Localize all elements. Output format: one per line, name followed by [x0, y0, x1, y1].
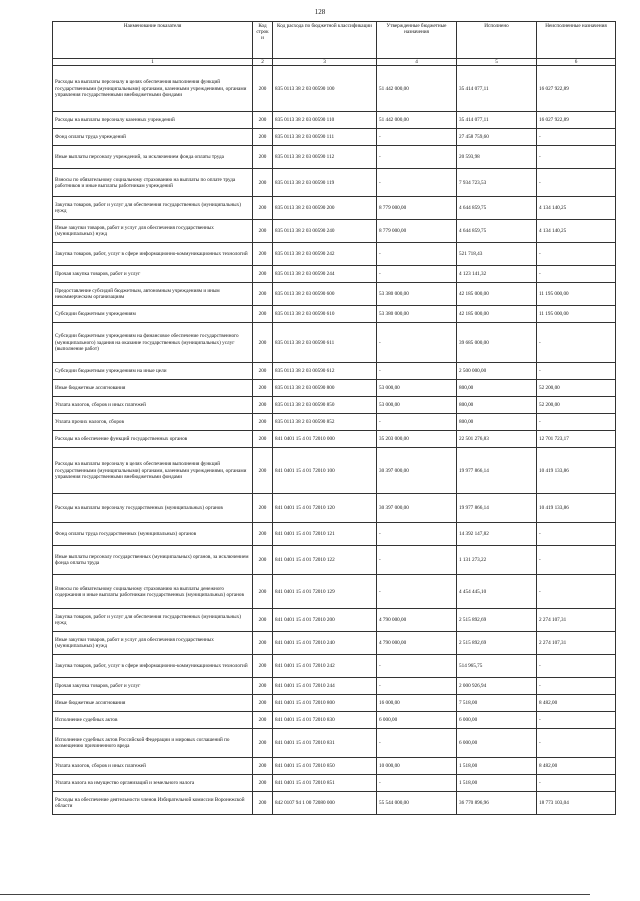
table-row [53, 431, 616, 448]
cell-approved: - [377, 414, 457, 431]
cell-name: Иные выплаты персоналу государственных (муниципальных) органов, за исключением фонда оплаты труда [53, 546, 253, 575]
cell-executed: 19 977 866,14 [457, 448, 537, 494]
cell-kbk: 835 0113 38 2 03 00590 600 [273, 283, 377, 306]
cell-name: Фонд оплаты труда учреждений [53, 129, 253, 146]
cell-executed: 35 414 077,11 [457, 66, 537, 112]
cell-unexecuted: - [537, 146, 616, 169]
cell-name: Иные закупки товаров, работ и услуг для обеспечения государственных (муниципальных) нужд [53, 220, 253, 243]
cell-approved: - [377, 243, 457, 266]
table-row [53, 678, 616, 695]
cell-executed: 42 185 000,00 [457, 306, 537, 323]
cell-name: Уплата налогов, сборов и иных платежей [53, 758, 253, 775]
cell-code: 200 [253, 575, 273, 609]
table-row [53, 729, 616, 758]
column-header: Код строки [253, 22, 273, 59]
column-number-row [53, 59, 616, 66]
cell-approved: 8 779 000,00 [377, 220, 457, 243]
cell-name: Субсидии бюджетным учреждениям [53, 306, 253, 323]
column-number: 6 [537, 59, 616, 66]
cell-approved: - [377, 575, 457, 609]
table-row [53, 283, 616, 306]
cell-code: 200 [253, 546, 273, 575]
cell-executed: 19 977 866,14 [457, 494, 537, 523]
header-row [53, 22, 616, 59]
cell-unexecuted: - [537, 523, 616, 546]
table-row [53, 546, 616, 575]
cell-name: Взносы по обязательному социальному страхованию на выплаты по оплате труда работников и иные выплаты работникам учреждений [53, 169, 253, 197]
table-row [53, 575, 616, 609]
cell-approved: 51 442 000,00 [377, 112, 457, 129]
table-row [53, 523, 616, 546]
cell-code: 200 [253, 306, 273, 323]
cell-kbk: 835 0113 38 2 03 00590 611 [273, 323, 377, 363]
cell-code: 200 [253, 414, 273, 431]
cell-executed: 22 501 276,83 [457, 431, 537, 448]
table-row [53, 655, 616, 678]
table-row [53, 397, 616, 414]
cell-unexecuted: 2 274 107,31 [537, 609, 616, 632]
table-row [53, 129, 616, 146]
cell-executed: 800,00 [457, 414, 537, 431]
cell-executed: 2 515 892,69 [457, 632, 537, 655]
cell-kbk: 835 0113 38 2 03 00590 244 [273, 266, 377, 283]
cell-kbk: 841 0401 15 4 01 72010 200 [273, 609, 377, 632]
cell-unexecuted: 16 027 922,89 [537, 112, 616, 129]
cell-code: 200 [253, 632, 273, 655]
cell-approved: 10 000,00 [377, 758, 457, 775]
cell-unexecuted: - [537, 655, 616, 678]
cell-unexecuted: - [537, 129, 616, 146]
cell-unexecuted: - [537, 323, 616, 363]
cell-name: Иные выплаты персоналу учреждений, за исключением фонда оплаты труда [53, 146, 253, 169]
cell-approved: 53 380 000,00 [377, 306, 457, 323]
cell-name: Иные бюджетные ассигнования [53, 380, 253, 397]
cell-unexecuted: 16 027 922,89 [537, 66, 616, 112]
cell-code: 200 [253, 775, 273, 792]
cell-unexecuted: 4 134 140,25 [537, 220, 616, 243]
cell-name: Субсидии бюджетным учреждениям на финансовое обеспечение государственного (муниципального) задания на оказание государственных (муниципальных) услуг (выполнение работ) [53, 323, 253, 363]
cell-name: Расходы на обеспечение функций государственных органов [53, 431, 253, 448]
cell-code: 200 [253, 712, 273, 729]
budget-execution-table [52, 21, 616, 815]
cell-executed: 14 392 147,82 [457, 523, 537, 546]
table-row [53, 632, 616, 655]
cell-approved: 6 000,00 [377, 712, 457, 729]
cell-approved: - [377, 363, 457, 380]
cell-unexecuted: - [537, 575, 616, 609]
cell-code: 200 [253, 112, 273, 129]
cell-unexecuted: - [537, 266, 616, 283]
cell-approved: 16 000,00 [377, 695, 457, 712]
cell-name: Предоставление субсидий бюджетным, автономным учреждениям и иным некоммерческим организациям [53, 283, 253, 306]
cell-code: 200 [253, 363, 273, 380]
cell-kbk: 841 0401 15 4 01 72010 800 [273, 695, 377, 712]
table-row [53, 220, 616, 243]
cell-unexecuted: - [537, 546, 616, 575]
cell-kbk: 835 0113 38 2 03 00590 240 [273, 220, 377, 243]
cell-approved: 35 203 000,00 [377, 431, 457, 448]
cell-approved: - [377, 678, 457, 695]
cell-unexecuted: 52 200,00 [537, 397, 616, 414]
cell-kbk: 841 0401 15 4 01 72010 121 [273, 523, 377, 546]
cell-unexecuted: 2 274 107,31 [537, 632, 616, 655]
cell-executed: 2 515 892,69 [457, 609, 537, 632]
cell-code: 200 [253, 792, 273, 815]
cell-approved: - [377, 266, 457, 283]
cell-executed: 36 770 896,96 [457, 792, 537, 815]
cell-executed: 800,00 [457, 380, 537, 397]
cell-executed: 4 454 445,10 [457, 575, 537, 609]
footer-divider [0, 894, 590, 895]
cell-name: Расходы на обеспечение деятельности членов Избирательной комиссии Воронежской области [53, 792, 253, 815]
cell-kbk: 835 0113 38 2 03 00590 119 [273, 169, 377, 197]
cell-executed: 1 131 273,22 [457, 546, 537, 575]
table-row [53, 494, 616, 523]
cell-code: 200 [253, 220, 273, 243]
cell-executed: 4 644 859,75 [457, 220, 537, 243]
cell-kbk: 835 0113 38 2 03 00590 850 [273, 397, 377, 414]
cell-kbk: 841 0401 15 4 01 72010 850 [273, 758, 377, 775]
cell-code: 200 [253, 448, 273, 494]
column-number: 3 [273, 59, 377, 66]
cell-executed: 6 000,00 [457, 729, 537, 758]
table-row [53, 306, 616, 323]
table-row [53, 414, 616, 431]
cell-name: Прочая закупка товаров, работ и услуг [53, 266, 253, 283]
cell-executed: 514 965,75 [457, 655, 537, 678]
column-number: 1 [53, 59, 253, 66]
cell-name: Прочая закупка товаров, работ и услуг [53, 678, 253, 695]
cell-name: Исполнение судебных актов Российской Федерации и мировых соглашений по возмещению причиненного вреда [53, 729, 253, 758]
cell-code: 200 [253, 323, 273, 363]
cell-approved: - [377, 323, 457, 363]
cell-executed: 1 518,00 [457, 775, 537, 792]
cell-name: Расходы на выплаты персоналу в целях обеспечения выполнения функций государственными (муниципальными) органами, казенными учреждениями, органами управления государственными внебюджетными фондами [53, 448, 253, 494]
cell-kbk: 841 0401 15 4 01 72010 831 [273, 729, 377, 758]
cell-unexecuted: - [537, 243, 616, 266]
cell-kbk: 841 0401 15 4 01 72010 851 [273, 775, 377, 792]
cell-kbk: 835 0113 38 2 03 00590 100 [273, 66, 377, 112]
cell-approved: - [377, 129, 457, 146]
cell-approved: 53 000,00 [377, 380, 457, 397]
cell-approved: 51 442 000,00 [377, 66, 457, 112]
cell-kbk: 841 0401 15 4 01 72010 242 [273, 655, 377, 678]
cell-code: 200 [253, 609, 273, 632]
cell-approved: 8 779 000,00 [377, 197, 457, 220]
table-row [53, 758, 616, 775]
cell-unexecuted: 10 419 133,86 [537, 494, 616, 523]
cell-executed: 20 593,98 [457, 146, 537, 169]
cell-kbk: 841 0401 15 4 01 72010 244 [273, 678, 377, 695]
column-number: 5 [457, 59, 537, 66]
table-row [53, 197, 616, 220]
cell-name: Уплата налогов, сборов и иных платежей [53, 397, 253, 414]
cell-kbk: 835 0113 38 2 03 00590 610 [273, 306, 377, 323]
cell-kbk: 841 0401 15 4 01 72010 129 [273, 575, 377, 609]
cell-unexecuted: - [537, 729, 616, 758]
cell-kbk: 841 0401 15 4 01 72010 120 [273, 494, 377, 523]
cell-kbk: 841 0401 15 4 01 72010 000 [273, 431, 377, 448]
cell-name: Иные закупки товаров, работ и услуг для обеспечения государственных (муниципальных) нужд [53, 632, 253, 655]
cell-unexecuted: 4 134 140,25 [537, 197, 616, 220]
cell-code: 200 [253, 380, 273, 397]
table-row [53, 66, 616, 112]
cell-unexecuted: - [537, 775, 616, 792]
cell-code: 200 [253, 169, 273, 197]
cell-name: Субсидии бюджетным учреждениям на иные цели [53, 363, 253, 380]
cell-unexecuted: - [537, 712, 616, 729]
cell-unexecuted: 11 195 000,00 [537, 306, 616, 323]
cell-name: Расходы на выплаты персоналу казенных учреждений [53, 112, 253, 129]
cell-code: 200 [253, 197, 273, 220]
cell-approved: 4 790 000,00 [377, 632, 457, 655]
cell-unexecuted: 8 482,00 [537, 695, 616, 712]
cell-unexecuted: 10 419 133,86 [537, 448, 616, 494]
cell-kbk: 835 0113 38 2 03 00590 110 [273, 112, 377, 129]
cell-kbk: 835 0113 38 2 03 00590 242 [273, 243, 377, 266]
cell-name: Иные бюджетные ассигнования [53, 695, 253, 712]
cell-approved: 30 397 000,00 [377, 494, 457, 523]
table-row [53, 712, 616, 729]
cell-code: 200 [253, 431, 273, 448]
table-row [53, 112, 616, 129]
table-row [53, 266, 616, 283]
cell-unexecuted: 18 773 103,04 [537, 792, 616, 815]
cell-code: 200 [253, 66, 273, 112]
table-row [53, 775, 616, 792]
table-row [53, 380, 616, 397]
table-row [53, 323, 616, 363]
cell-name: Взносы по обязательному социальному страхованию на выплаты денежного содержания и иные выплаты работникам государственных (муниципальных) органов [53, 575, 253, 609]
cell-executed: 7 518,00 [457, 695, 537, 712]
column-header: Код расхода по бюджетной классификации [273, 22, 377, 59]
cell-code: 200 [253, 523, 273, 546]
cell-executed: 42 185 000,00 [457, 283, 537, 306]
cell-executed: 6 000,00 [457, 712, 537, 729]
cell-approved: - [377, 523, 457, 546]
table-body [53, 66, 616, 815]
cell-code: 200 [253, 729, 273, 758]
cell-executed: 800,00 [457, 397, 537, 414]
column-header: Исполнено [457, 22, 537, 59]
cell-name: Расходы на выплаты персоналу государственных (муниципальных) органов [53, 494, 253, 523]
table-row [53, 448, 616, 494]
cell-executed: 39 685 000,00 [457, 323, 537, 363]
cell-kbk: 835 0113 38 2 03 00590 112 [273, 146, 377, 169]
table-row [53, 792, 616, 815]
cell-unexecuted: 11 195 000,00 [537, 283, 616, 306]
cell-code: 200 [253, 283, 273, 306]
cell-executed: 27 458 759,60 [457, 129, 537, 146]
cell-code: 200 [253, 129, 273, 146]
cell-kbk: 835 0113 38 2 03 00590 612 [273, 363, 377, 380]
column-header: Неисполненные назначения [537, 22, 616, 59]
cell-kbk: 841 0401 15 4 01 72010 830 [273, 712, 377, 729]
cell-name: Фонд оплаты труда государственных (муниципальных) органов [53, 523, 253, 546]
cell-executed: 4 123 141,32 [457, 266, 537, 283]
cell-executed: 35 414 077,11 [457, 112, 537, 129]
cell-code: 200 [253, 243, 273, 266]
cell-approved: - [377, 655, 457, 678]
page-number: 128 [314, 8, 326, 16]
cell-kbk: 841 0401 15 4 01 72010 122 [273, 546, 377, 575]
cell-code: 200 [253, 146, 273, 169]
cell-executed: 7 934 723,53 [457, 169, 537, 197]
cell-approved: - [377, 169, 457, 197]
cell-executed: 1 518,00 [457, 758, 537, 775]
cell-executed: 4 644 859,75 [457, 197, 537, 220]
cell-name: Закупка товаров, работ и услуг для обеспечения государственных (муниципальных) нужд [53, 609, 253, 632]
table-row [53, 146, 616, 169]
cell-name: Расходы на выплаты персоналу в целях обеспечения выполнения функций государственными (муниципальными) органами, казенными учреждениями, органами управления государственными внебюджетными фондами [53, 66, 253, 112]
cell-unexecuted: - [537, 169, 616, 197]
cell-code: 200 [253, 678, 273, 695]
column-header: Наименование показателя [53, 22, 253, 59]
cell-unexecuted: - [537, 678, 616, 695]
cell-executed: 2 500 000,00 [457, 363, 537, 380]
cell-unexecuted: - [537, 414, 616, 431]
cell-kbk: 841 0401 15 4 01 72010 100 [273, 448, 377, 494]
cell-kbk: 841 0401 15 4 01 72010 240 [273, 632, 377, 655]
cell-approved: 55 544 000,00 [377, 792, 457, 815]
cell-name: Закупка товаров, работ, услуг в сфере информационно-коммуникационных технологий [53, 655, 253, 678]
cell-code: 200 [253, 695, 273, 712]
cell-approved: 30 397 000,00 [377, 448, 457, 494]
cell-approved: 53 380 000,00 [377, 283, 457, 306]
cell-approved: - [377, 729, 457, 758]
table-row [53, 609, 616, 632]
cell-name: Уплата налога на имущество организаций и земельного налога [53, 775, 253, 792]
cell-executed: 521 718,43 [457, 243, 537, 266]
cell-code: 200 [253, 266, 273, 283]
cell-name: Закупка товаров, работ, услуг в сфере информационно-коммуникационных технологий [53, 243, 253, 266]
cell-approved: - [377, 146, 457, 169]
table-row [53, 243, 616, 266]
column-number: 4 [377, 59, 457, 66]
cell-code: 200 [253, 655, 273, 678]
cell-approved: 53 000,00 [377, 397, 457, 414]
cell-name: Исполнение судебных актов [53, 712, 253, 729]
cell-code: 200 [253, 758, 273, 775]
cell-unexecuted: 8 482,00 [537, 758, 616, 775]
column-header: Утвержденные бюджетные назначения [377, 22, 457, 59]
cell-kbk: 835 0113 38 2 03 00590 200 [273, 197, 377, 220]
cell-unexecuted: 12 701 723,17 [537, 431, 616, 448]
cell-approved: - [377, 775, 457, 792]
table-row [53, 169, 616, 197]
cell-name: Уплата прочих налогов, сборов [53, 414, 253, 431]
cell-unexecuted: - [537, 363, 616, 380]
cell-approved: - [377, 546, 457, 575]
cell-kbk: 835 0113 38 2 03 00590 800 [273, 380, 377, 397]
column-number: 2 [253, 59, 273, 66]
cell-executed: 2 000 926,94 [457, 678, 537, 695]
cell-name: Закупка товаров, работ и услуг для обеспечения государственных (муниципальных) нужд [53, 197, 253, 220]
table-row [53, 363, 616, 380]
cell-unexecuted: 52 200,00 [537, 380, 616, 397]
table-row [53, 695, 616, 712]
cell-code: 200 [253, 397, 273, 414]
cell-kbk: 835 0113 38 2 03 00590 111 [273, 129, 377, 146]
cell-kbk: 842 0107 94 1 00 72080 000 [273, 792, 377, 815]
cell-code: 200 [253, 494, 273, 523]
cell-kbk: 835 0113 38 2 03 00590 852 [273, 414, 377, 431]
cell-approved: 4 790 000,00 [377, 609, 457, 632]
